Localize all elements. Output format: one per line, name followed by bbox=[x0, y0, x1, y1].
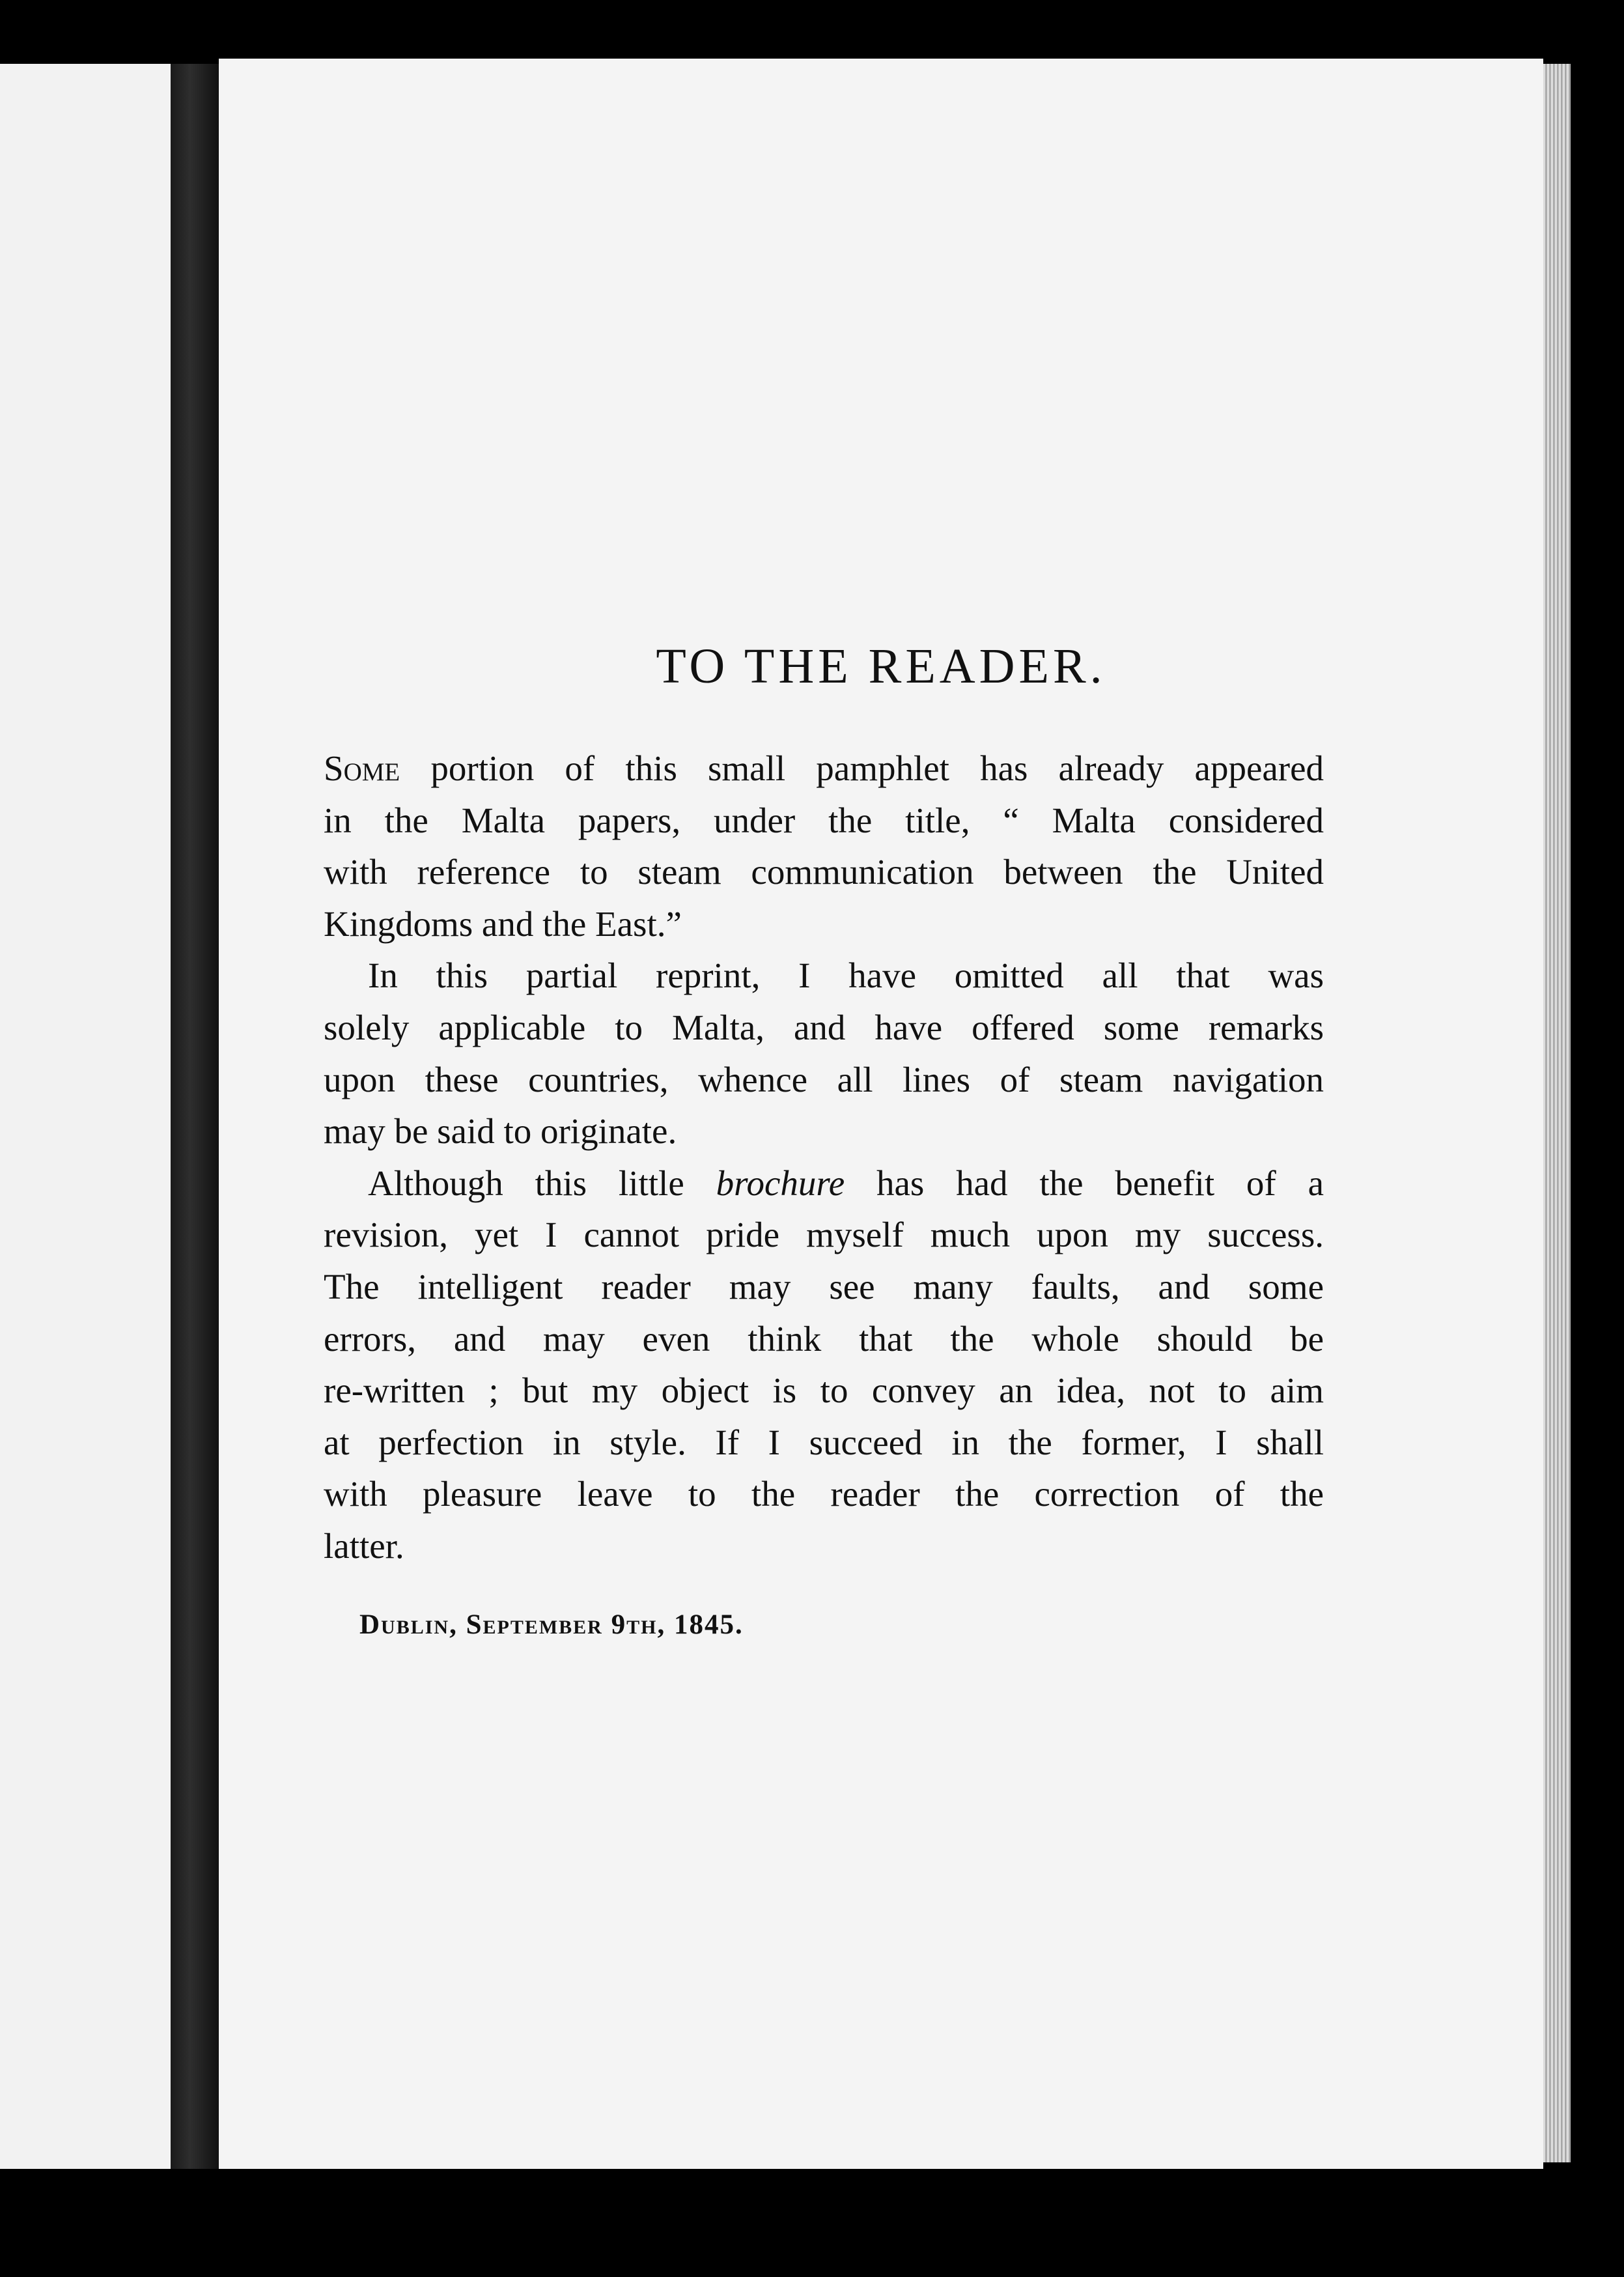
paragraph-3 bbox=[324, 1157, 1324, 1572]
text-line: The intelligent reader may see many faults, and some bbox=[324, 1266, 1324, 1307]
lead-word: Some bbox=[324, 748, 400, 788]
dateline: Dublin, September 9th, 1845. bbox=[359, 1609, 744, 1640]
text-line: solely applicable to Malta, and have offered some remarks bbox=[324, 1007, 1324, 1047]
italic-word: brochure bbox=[716, 1163, 845, 1203]
text-line: revision, yet I cannot pride myself much upon my success. bbox=[324, 1215, 1324, 1255]
text-line: errors, and may even think that the whole should be bbox=[324, 1318, 1324, 1359]
page-edges bbox=[1543, 64, 1571, 2162]
text-line: may be said to originate. bbox=[324, 1111, 677, 1152]
facing-page bbox=[0, 64, 171, 2169]
page-title: TO THE READER. bbox=[656, 639, 1106, 694]
text-line: re-written ; but my object is to convey an idea, not to aim bbox=[324, 1370, 1324, 1411]
book-gutter bbox=[171, 64, 219, 2169]
paragraph-2 bbox=[324, 950, 1324, 1157]
text-line: Kingdoms and the East.” bbox=[324, 903, 682, 944]
text-line: Although this little brochure has had the benefit of a bbox=[368, 1163, 1324, 1203]
text-line: Some portion of this small pamphlet has already appeared bbox=[324, 748, 1324, 788]
text-line: at perfection in style. If I succeed in the former, I shall bbox=[324, 1422, 1324, 1462]
text-line: in the Malta papers, under the title, “ Malta considered bbox=[324, 800, 1324, 840]
text-line: latter. bbox=[324, 1525, 404, 1566]
body-text bbox=[324, 742, 1324, 1572]
text-line: In this partial reprint, I have omitted all that was bbox=[368, 955, 1324, 996]
paragraph-1 bbox=[324, 742, 1324, 950]
text-line: with reference to steam communication between the United bbox=[324, 852, 1324, 892]
text-line: with pleasure leave to the reader the correction of the bbox=[324, 1474, 1324, 1514]
text-line: upon these countries, whence all lines of steam navigation bbox=[324, 1059, 1324, 1099]
